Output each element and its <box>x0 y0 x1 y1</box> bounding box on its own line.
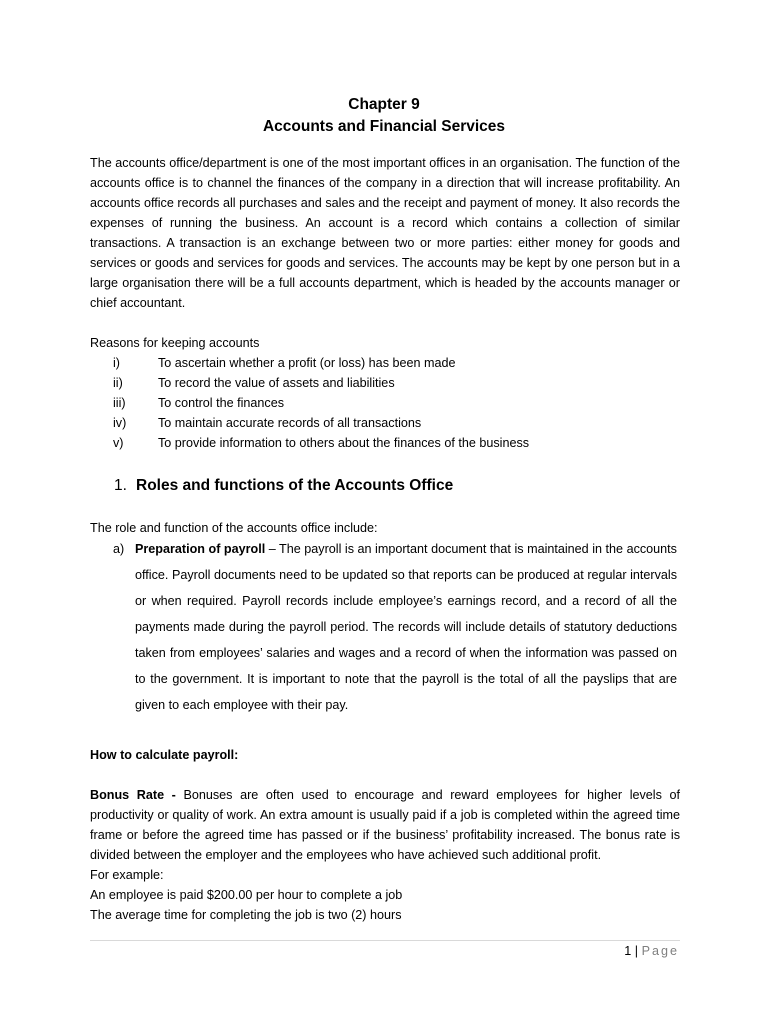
payroll-item <box>135 536 677 718</box>
reasons-heading: Reasons for keeping accounts <box>90 336 260 350</box>
example-label: For example: <box>90 868 164 882</box>
example-line: An employee is paid $200.00 per hour to complete a job <box>90 888 403 902</box>
footer-divider <box>90 940 680 941</box>
list-item-number: iv) <box>113 416 127 430</box>
bonus-label: Bonus Rate - <box>90 788 176 802</box>
payroll-item-text: – The payroll is an important document that is maintained in the accounts office. Payroll documents need to be updated so that reports can be produced at regular intervals or when required. Payroll records include employee’s earnings record, and a record of all the payments made during the payroll period. The records will include details of statutory deductions taken from employees’ salaries and wages and a record of when the information was passed on to the government. It is important to note that the payroll is the total of all the payslips that are given to each employee with their pay. <box>135 542 677 712</box>
list-item-text: To control the finances <box>158 396 285 410</box>
section-heading <box>114 475 453 497</box>
page-footer <box>624 942 679 960</box>
section-number: 1. <box>114 477 127 494</box>
item-marker: a) <box>113 542 125 556</box>
list-item-number: ii) <box>113 376 123 390</box>
list-item-text: To ascertain whether a profit (or loss) has been made <box>158 356 456 370</box>
bonus-text: Bonuses are often used to encourage and reward employees for higher levels of productivity or quality of work. An extra amount is usually paid if a job is completed within the agreed time frame or before the agreed time has passed or if the business’ profitability increased. The bonus rate is divided between the employer and the employees who have achieved such additional profit. <box>90 788 681 862</box>
section-intro: The role and function of the accounts office include: <box>90 521 378 535</box>
payroll-item-label: Preparation of payroll <box>135 542 266 556</box>
section-title: Roles and functions of the Accounts Office <box>136 477 454 494</box>
intro-paragraph: The accounts office/department is one of the most important offices in an organisation. The function of the accounts office is to channel the finances of the company in a direction that will increase profitability. An accounts office records all purchases and sales and the receipt and payment of money. It also records the expenses of running the business. An account is a record which contains a collection of similar transactions. A transaction is an exchange between two or more parties: either money for goods and services or goods and services for goods and services. The accounts may be kept by one person but in a large organisation there will be a full accounts department, which is headed by the accounts manager or chief accountant. <box>90 156 680 310</box>
list-item-text: To record the value of assets and liabilities <box>158 376 395 390</box>
example-line: The average time for completing the job is two (2) hours <box>90 908 402 922</box>
page-label: Page <box>641 944 679 958</box>
chapter-number: Chapter 9 <box>348 96 420 113</box>
chapter-title: Accounts and Financial Services <box>262 118 506 135</box>
payroll-heading: How to calculate payroll: <box>90 748 239 762</box>
page-number: 1 <box>624 944 632 958</box>
footer-separator: | <box>634 944 639 958</box>
list-item-number: v) <box>113 436 124 450</box>
list-item-number: iii) <box>113 396 126 410</box>
list-item-text: To provide information to others about the finances of the business <box>158 436 530 450</box>
list-item-number: i) <box>113 356 120 370</box>
bonus-paragraph <box>90 785 680 865</box>
list-item-text: To maintain accurate records of all transactions <box>158 416 422 430</box>
